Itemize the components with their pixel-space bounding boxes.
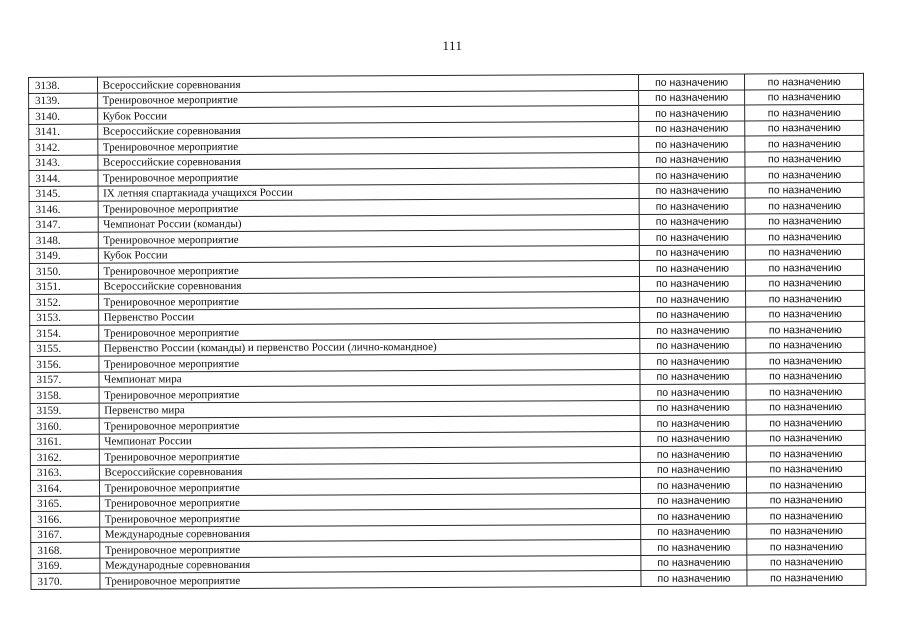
event-name-cell: Всероссийские соревнования xyxy=(97,75,638,93)
assignment-cell: по назначению xyxy=(745,166,864,182)
row-number-cell: 3158. xyxy=(30,387,99,403)
event-name-cell: Тренировочное мероприятие xyxy=(98,261,639,279)
assignment-cell: по назначению xyxy=(640,337,746,353)
assignment-cell: по назначению xyxy=(639,105,745,121)
assignment-cell: по назначению xyxy=(640,492,746,508)
row-number-cell: 3162. xyxy=(30,449,99,465)
row-number-cell: 3169. xyxy=(31,558,100,574)
event-name-cell: Тренировочное мероприятие xyxy=(98,292,639,310)
event-name-cell: Международные соревнования xyxy=(99,555,640,573)
assignment-cell: по назначению xyxy=(746,275,865,291)
row-number-cell: 3153. xyxy=(30,310,99,326)
event-name-cell: Первенство России (команды) и первенство России (лично-командное) xyxy=(98,338,639,356)
assignment-cell: по назначению xyxy=(746,383,865,399)
event-name-cell: Международные соревнования xyxy=(99,524,640,542)
event-name-cell: Тренировочное мероприятие xyxy=(99,540,640,558)
row-number-cell: 3170. xyxy=(31,573,100,589)
assignment-cell: по назначению xyxy=(641,570,747,586)
row-number-cell: 3148. xyxy=(29,232,98,248)
assignment-cell: по назначению xyxy=(747,523,866,539)
row-number-cell: 3165. xyxy=(31,496,100,512)
assignment-cell: по назначению xyxy=(745,89,864,105)
assignment-cell: по назначению xyxy=(745,182,864,198)
assignment-cell: по назначению xyxy=(639,198,745,214)
assignment-cell: по назначению xyxy=(745,213,864,229)
assignment-cell: по назначению xyxy=(746,368,865,384)
event-name-cell: Тренировочное мероприятие xyxy=(99,447,640,465)
assignment-cell: по назначению xyxy=(747,507,866,523)
assignment-cell: по назначению xyxy=(747,445,866,461)
assignment-cell: по назначению xyxy=(747,569,866,585)
assignment-cell: по назначению xyxy=(641,523,747,539)
event-name-cell: Всероссийские соревнования xyxy=(97,121,638,139)
assignment-cell: по назначению xyxy=(639,306,745,322)
event-name-cell: Всероссийские соревнования xyxy=(98,276,639,294)
event-name-cell: Тренировочное мероприятие xyxy=(99,416,640,434)
row-number-cell: 3143. xyxy=(29,155,98,171)
assignment-cell: по назначению xyxy=(640,415,746,431)
assignment-cell: по назначению xyxy=(639,244,745,260)
events-table xyxy=(28,73,866,590)
event-name-cell: Первенство России xyxy=(98,307,639,325)
event-name-cell: Тренировочное мероприятие xyxy=(98,168,639,186)
assignment-cell: по назначению xyxy=(747,461,866,477)
assignment-cell: по назначению xyxy=(747,430,866,446)
event-name-cell: Чемпионат России xyxy=(99,431,640,449)
assignment-cell: по назначению xyxy=(639,275,745,291)
assignment-cell: по назначению xyxy=(640,322,746,338)
row-number-cell: 3168. xyxy=(31,542,100,558)
event-name-cell: Кубок России xyxy=(98,245,639,263)
assignment-cell: по назначению xyxy=(746,414,865,430)
assignment-cell: по назначению xyxy=(638,89,744,105)
assignment-cell: по назначению xyxy=(745,151,864,167)
row-number-cell: 3166. xyxy=(31,511,100,527)
assignment-cell: по назначению xyxy=(746,321,865,337)
assignment-cell: по назначению xyxy=(746,290,865,306)
assignment-cell: по назначению xyxy=(640,461,746,477)
assignment-cell: по назначению xyxy=(641,554,747,570)
assignment-cell: по назначению xyxy=(640,384,746,400)
assignment-cell: по назначению xyxy=(639,136,745,152)
row-number-cell: 3161. xyxy=(30,434,99,450)
event-name-cell: Чемпионат мира xyxy=(98,369,639,387)
assignment-cell: по назначению xyxy=(640,368,746,384)
row-number-cell: 3167. xyxy=(31,527,100,543)
assignment-cell: по назначению xyxy=(639,213,745,229)
assignment-cell: по назначению xyxy=(747,492,866,508)
row-number-cell: 3140. xyxy=(29,108,98,124)
assignment-cell: по назначению xyxy=(640,446,746,462)
assignment-cell: по назначению xyxy=(747,554,866,570)
event-name-cell: Первенство мира xyxy=(99,400,640,418)
row-number-cell: 3159. xyxy=(30,403,99,419)
row-number-cell: 3141. xyxy=(29,124,98,140)
row-number-cell: 3157. xyxy=(30,372,99,388)
assignment-cell: по назначению xyxy=(640,399,746,415)
event-name-cell: Тренировочное мероприятие xyxy=(97,90,638,108)
row-number-cell: 3147. xyxy=(29,217,98,233)
assignment-cell: по назначению xyxy=(639,229,745,245)
row-number-cell: 3151. xyxy=(29,279,98,295)
row-number-cell: 3156. xyxy=(30,356,99,372)
row-number-cell: 3145. xyxy=(29,186,98,202)
event-name-cell: Кубок России xyxy=(97,106,638,124)
assignment-cell: по назначению xyxy=(746,399,865,415)
assignment-cell: по назначению xyxy=(640,508,746,524)
assignment-cell: по назначению xyxy=(640,353,746,369)
row-number-cell: 3163. xyxy=(30,465,99,481)
row-number-cell: 3160. xyxy=(30,418,99,434)
row-number-cell: 3138. xyxy=(29,77,98,93)
assignment-cell: по назначению xyxy=(746,228,865,244)
assignment-cell: по назначению xyxy=(639,120,745,136)
assignment-cell: по назначению xyxy=(638,74,744,90)
event-name-cell: Тренировочное мероприятие xyxy=(99,509,640,527)
assignment-cell: по назначению xyxy=(745,73,864,89)
assignment-cell: по назначению xyxy=(745,135,864,151)
event-name-cell: Тренировочное мероприятие xyxy=(98,199,639,217)
assignment-cell: по назначению xyxy=(745,197,864,213)
event-name-cell: Тренировочное мероприятие xyxy=(97,137,638,155)
event-name-cell: Всероссийские соревнования xyxy=(97,152,638,170)
event-name-cell: Всероссийские соревнования xyxy=(99,462,640,480)
assignment-cell: по назначению xyxy=(640,477,746,493)
event-name-cell: Тренировочное мероприятие xyxy=(99,493,640,511)
row-number-cell: 3142. xyxy=(29,139,98,155)
row-number-cell: 3164. xyxy=(30,480,99,496)
event-name-cell: IX летняя спартакиада учащихся России xyxy=(98,183,639,201)
row-number-cell: 3152. xyxy=(30,294,99,310)
event-name-cell: Тренировочное мероприятие xyxy=(98,230,639,248)
assignment-cell: по назначению xyxy=(746,259,865,275)
assignment-cell: по назначению xyxy=(746,337,865,353)
row-number-cell: 3149. xyxy=(29,248,98,264)
events-table-body xyxy=(29,73,866,589)
assignment-cell: по назначению xyxy=(639,167,745,183)
row-number-cell: 3144. xyxy=(29,170,98,186)
event-name-cell: Тренировочное мероприятие xyxy=(98,354,639,372)
event-name-cell: Чемпионат России (команды) xyxy=(98,214,639,232)
row-number-cell: 3146. xyxy=(29,201,98,217)
page-number: 111 xyxy=(442,38,463,53)
assignment-cell: по назначению xyxy=(639,291,745,307)
assignment-cell: по назначению xyxy=(746,244,865,260)
event-name-cell: Тренировочное мероприятие xyxy=(99,571,640,589)
assignment-cell: по назначению xyxy=(639,182,745,198)
assignment-cell: по назначению xyxy=(746,352,865,368)
assignment-cell: по назначению xyxy=(641,539,747,555)
row-number-cell: 3150. xyxy=(29,263,98,279)
assignment-cell: по назначению xyxy=(745,120,864,136)
event-name-cell: Тренировочное мероприятие xyxy=(99,478,640,496)
row-number-cell: 3155. xyxy=(30,341,99,357)
event-name-cell: Тренировочное мероприятие xyxy=(99,385,640,403)
assignment-cell: по назначению xyxy=(639,151,745,167)
event-name-cell: Тренировочное мероприятие xyxy=(98,323,639,341)
assignment-cell: по назначению xyxy=(747,476,866,492)
assignment-cell: по назначению xyxy=(640,430,746,446)
assignment-cell: по назначению xyxy=(746,306,865,322)
row-number-cell: 3139. xyxy=(29,93,98,109)
row-number-cell: 3154. xyxy=(30,325,99,341)
assignment-cell: по назначению xyxy=(639,260,745,276)
assignment-cell: по назначению xyxy=(747,538,866,554)
assignment-cell: по назначению xyxy=(745,104,864,120)
